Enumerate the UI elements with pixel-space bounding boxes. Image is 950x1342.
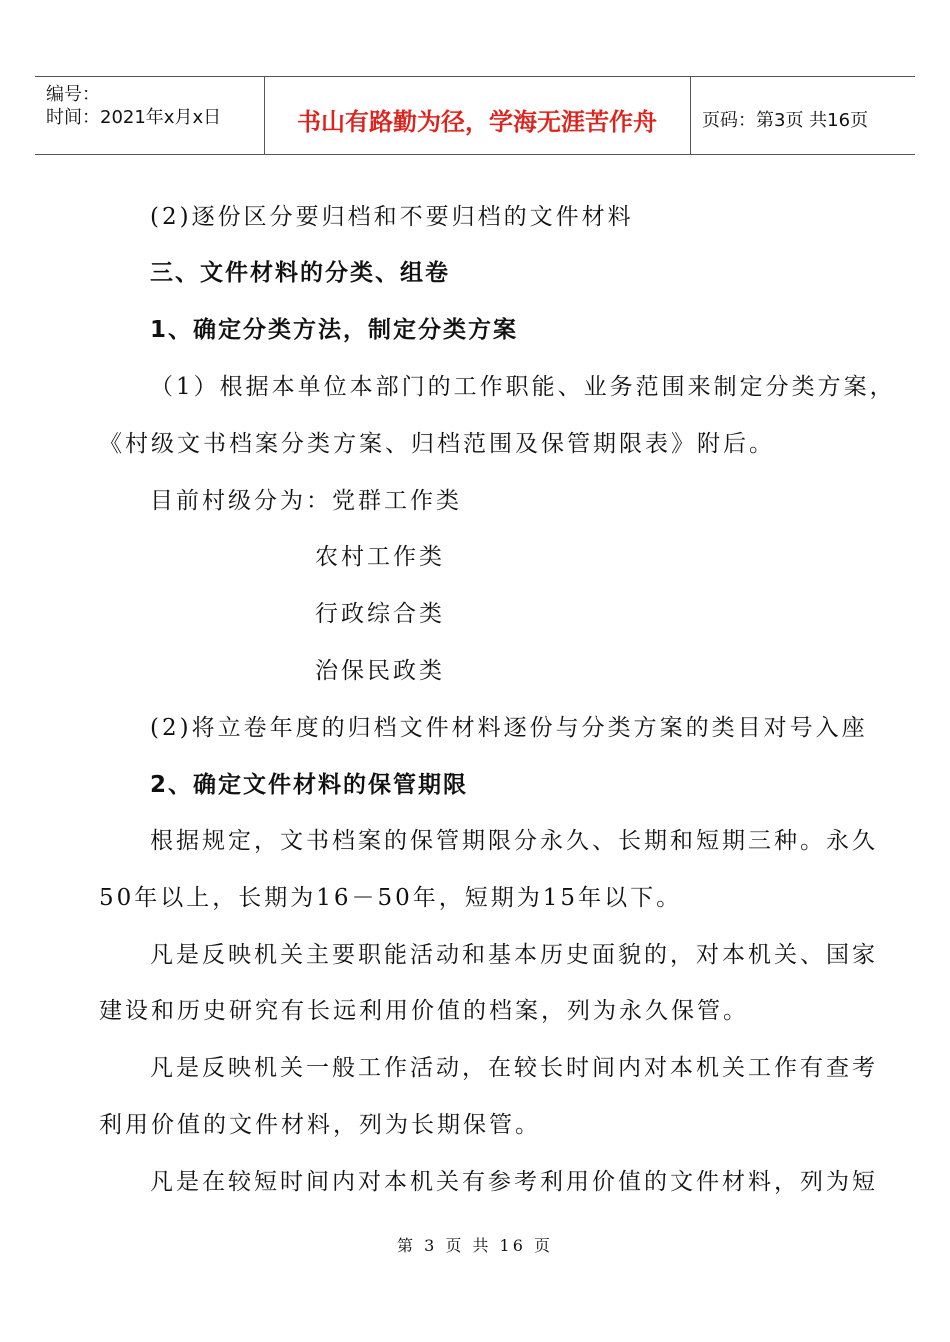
body-paragraph-line: 凡是反映机关主要职能活动和基本历史面貌的，对本机关、国家 [150, 942, 878, 968]
body-paragraph-line: 利用价值的文件材料，列为长期保管。 [99, 1112, 541, 1138]
body-paragraph-line: 建设和历史研究有长远利用价值的档案，列为永久保管。 [99, 998, 749, 1024]
body-paragraph-line: (2)将立卷年度的归档文件材料逐份与分类方案的类目对号入座 [150, 715, 868, 741]
category-list-item: 农村工作类 [315, 544, 445, 570]
category-list-item: 行政综合类 [315, 601, 445, 627]
header-page-code: 页码：第3页 共16页 [702, 110, 869, 131]
body-paragraph-line: 50年以上，长期为16－50年，短期为15年以下。 [99, 885, 683, 911]
document-number-label: 编号： [46, 84, 100, 105]
header-top-rule [35, 76, 915, 77]
section-heading: 三、文件材料的分类、组卷 [150, 260, 450, 286]
body-paragraph-line: 凡是反映机关一般工作活动，在较长时间内对本机关工作有查考 [150, 1055, 878, 1081]
body-paragraph-line: (2)逐份区分要归档和不要归档的文件材料 [150, 204, 634, 230]
header-divider [264, 76, 265, 154]
body-paragraph-line: （1）根据本单位本部门的工作职能、业务范围来制定分类方案， [150, 374, 896, 400]
header-bottom-rule [35, 154, 915, 155]
body-paragraph-line: 目前村级分为：党群工作类 [150, 488, 462, 514]
body-paragraph-line: 根据规定，文书档案的保管期限分永久、长期和短期三种。永久 [150, 828, 878, 854]
body-paragraph-line: 凡是在较短时间内对本机关有参考利用价值的文件材料，列为短 [150, 1169, 878, 1195]
document-time-label: 时间：2021年x月x日 [46, 107, 222, 128]
subsection-heading: 1、确定分类方法，制定分类方案 [150, 317, 519, 343]
body-paragraph-line: 《村级文书档案分类方案、归档范围及保管期限表》附后。 [99, 431, 775, 457]
header-divider [690, 76, 691, 154]
category-list-item: 治保民政类 [315, 658, 445, 684]
subsection-heading: 2、确定文件材料的保管期限 [150, 772, 469, 798]
page-footer: 第 3 页 共 16 页 [397, 1236, 553, 1255]
header-motto: 书山有路勤为径，学海无涯苦作舟 [297, 108, 657, 136]
